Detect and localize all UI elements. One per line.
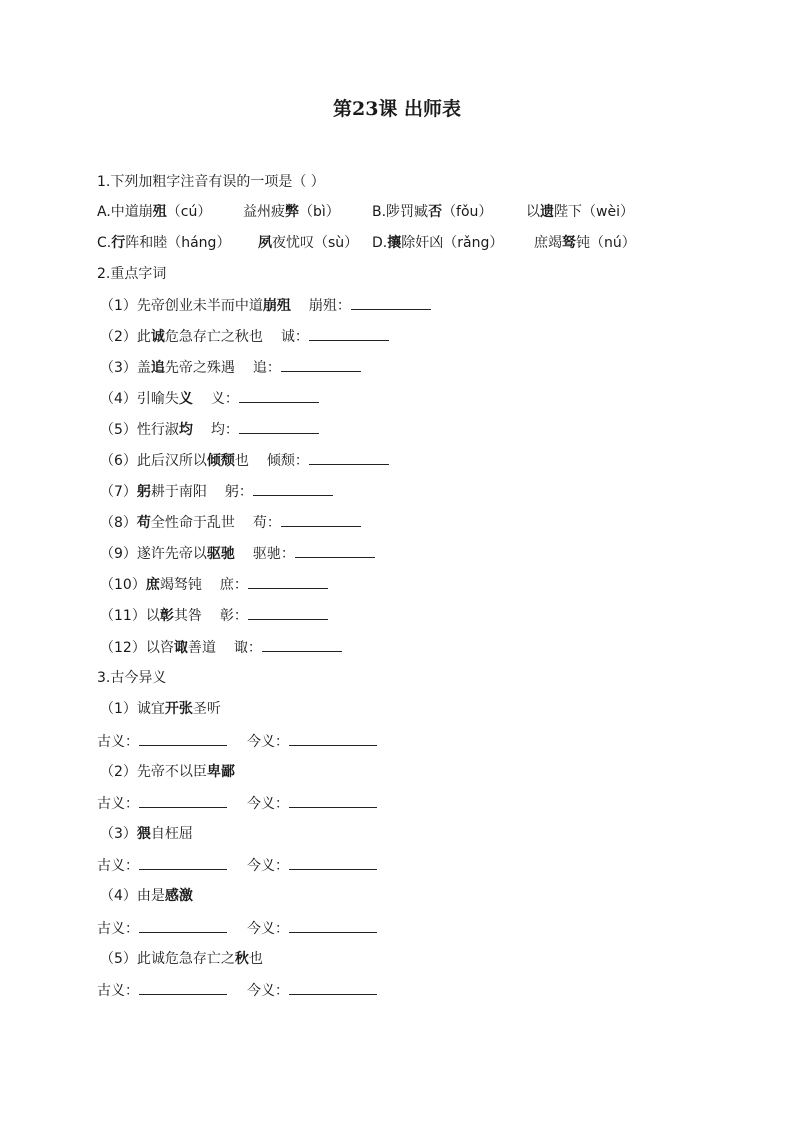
answer-blank[interactable]	[295, 543, 375, 558]
q1-option-b: B.陟罚臧否（fǒu）	[372, 204, 493, 220]
q3-answer-row-5: 古义： 今义：	[97, 980, 377, 1001]
q1-option-c2: 夙夜忧叹（sù）	[258, 235, 359, 251]
q3-answer-row-1: 古义： 今义：	[97, 731, 377, 752]
q2-item-9: （9）遂许先帝以驱驰 驱驰：	[100, 543, 375, 564]
ancient-meaning-blank[interactable]	[139, 731, 227, 746]
answer-blank[interactable]	[309, 450, 389, 465]
ancient-meaning-blank[interactable]	[139, 793, 227, 808]
answer-blank[interactable]	[351, 295, 431, 310]
modern-meaning-blank[interactable]	[289, 793, 377, 808]
q2-heading: 2.重点字词	[97, 266, 167, 282]
q1-stem: 1.下列加粗字注音有误的一项是（ ）	[97, 174, 325, 190]
q1-option-d: D.攘除奸凶（rǎng）	[372, 235, 504, 251]
q3-answer-row-2: 古义： 今义：	[97, 793, 377, 814]
modern-meaning-blank[interactable]	[289, 918, 377, 933]
q2-item-12: （12）以咨诹善道 诹：	[100, 637, 342, 658]
q2-item-1: （1）先帝创业未半而中道崩殂 崩殂：	[100, 295, 431, 316]
q2-item-3: （3）盖追先帝之殊遇 追：	[100, 357, 361, 378]
q1-option-a: A.中道崩殂（cú）	[97, 204, 212, 220]
q3-item-1: （1）诚宜开张圣听	[100, 701, 221, 717]
q2-item-11: （11）以彰其咎 彰：	[100, 605, 328, 626]
answer-blank[interactable]	[248, 605, 328, 620]
answer-blank[interactable]	[239, 419, 319, 434]
q2-item-2: （2）此诚危急存亡之秋也 诚：	[100, 326, 389, 347]
q2-item-6: （6）此后汉所以倾颓也 倾颓：	[100, 450, 389, 471]
q1-option-b2: 以遗陛下（wèi）	[526, 204, 634, 220]
modern-meaning-blank[interactable]	[289, 980, 377, 995]
q2-item-10: （10）庶竭驽钝 庶：	[100, 574, 328, 595]
q3-item-5: （5）此诚危急存亡之秋也	[100, 951, 263, 967]
answer-blank[interactable]	[239, 388, 319, 403]
answer-blank[interactable]	[281, 357, 361, 372]
q2-item-5: （5）性行淑均 均：	[100, 419, 319, 440]
ancient-meaning-blank[interactable]	[139, 918, 227, 933]
q1-option-a2: 益州疲弊（bì）	[243, 204, 340, 220]
q3-heading: 3.古今异义	[97, 670, 167, 686]
q3-answer-row-4: 古义： 今义：	[97, 918, 377, 939]
answer-blank[interactable]	[248, 574, 328, 589]
q3-item-4: （4）由是感激	[100, 888, 193, 904]
ancient-meaning-blank[interactable]	[139, 980, 227, 995]
answer-blank[interactable]	[309, 326, 389, 341]
answer-blank[interactable]	[262, 637, 342, 652]
q2-item-7: （7）躬耕于南阳 躬：	[100, 481, 333, 502]
page-title: 第23课 出师表	[332, 98, 462, 120]
q3-answer-row-3: 古义： 今义：	[97, 855, 377, 876]
q2-item-4: （4）引喻失义 义：	[100, 388, 319, 409]
q1-option-d2: 庶竭驽钝（nú）	[534, 235, 636, 251]
q1-option-c: C.行阵和睦（háng）	[97, 235, 231, 251]
ancient-meaning-blank[interactable]	[139, 855, 227, 870]
q2-item-8: （8）苟全性命于乱世 苟：	[100, 512, 361, 533]
answer-blank[interactable]	[281, 512, 361, 527]
modern-meaning-blank[interactable]	[289, 855, 377, 870]
q3-item-3: （3）猥自枉屈	[100, 826, 193, 842]
answer-blank[interactable]	[253, 481, 333, 496]
q3-item-2: （2）先帝不以臣卑鄙	[100, 764, 235, 780]
modern-meaning-blank[interactable]	[289, 731, 377, 746]
